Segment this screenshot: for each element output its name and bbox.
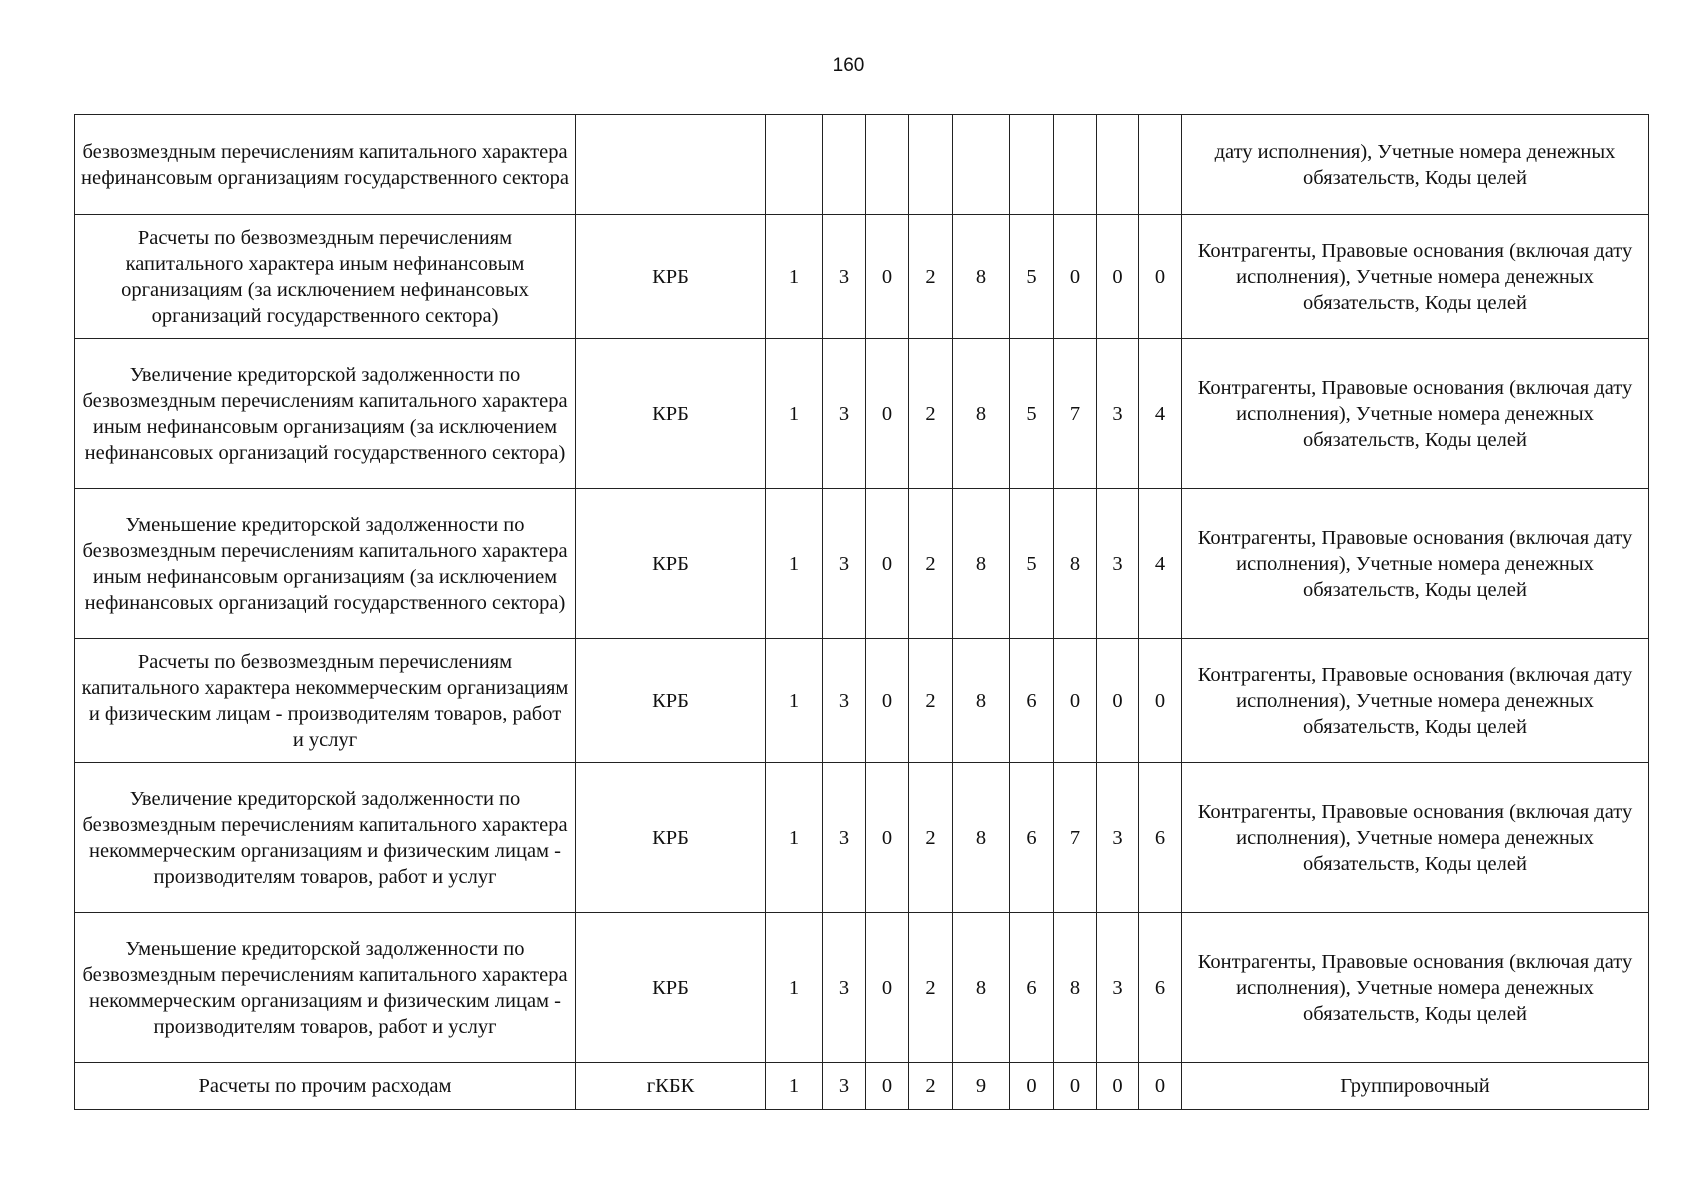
analytics-kind-cell: гКБК: [576, 1063, 766, 1110]
code-digit-cell: 0: [1139, 1063, 1182, 1110]
code-digit-cell: 0: [1054, 639, 1097, 763]
code-digit-cell: [953, 115, 1010, 215]
code-digit-cell: 8: [953, 339, 1010, 489]
code-digit-cell: 2: [909, 489, 953, 639]
analytics-cell: Контрагенты, Правовые основания (включая дату исполнения), Учетные номера денежных обязательств, Коды целей: [1182, 215, 1649, 339]
code-digit-cell: 4: [1139, 339, 1182, 489]
code-digit-cell: 3: [823, 763, 866, 913]
code-digit-cell: 8: [953, 489, 1010, 639]
table-row: [75, 115, 1649, 215]
code-digit-cell: 3: [823, 639, 866, 763]
code-digit-cell: 2: [909, 1063, 953, 1110]
account-name-cell: Уменьшение кредиторской задолженности по безвозмездным перечислениям капитального характера некоммерческим организациям и физическим лицам - производителям товаров, работ и услуг: [75, 913, 576, 1063]
table-row: [75, 913, 1649, 1063]
table-row: [75, 763, 1649, 913]
code-digit-cell: 1: [766, 763, 823, 913]
table-row: [75, 639, 1649, 763]
account-name-cell: Уменьшение кредиторской задолженности по безвозмездным перечислениям капитального характера иным нефинансовым организациям (за исключением нефинансовых организаций государственного сектора): [75, 489, 576, 639]
analytics-kind-cell: КРБ: [576, 339, 766, 489]
code-digit-cell: 3: [823, 339, 866, 489]
code-digit-cell: 3: [823, 215, 866, 339]
code-digit-cell: 0: [866, 763, 909, 913]
code-digit-cell: [1139, 115, 1182, 215]
code-digit-cell: 5: [1010, 339, 1054, 489]
code-digit-cell: 0: [1097, 215, 1139, 339]
code-digit-cell: 3: [823, 913, 866, 1063]
code-digit-cell: 2: [909, 215, 953, 339]
code-digit-cell: 3: [1097, 339, 1139, 489]
code-digit-cell: [1010, 115, 1054, 215]
code-digit-cell: 8: [1054, 913, 1097, 1063]
code-digit-cell: 1: [766, 339, 823, 489]
code-digit-cell: 0: [866, 215, 909, 339]
code-digit-cell: 6: [1010, 913, 1054, 1063]
analytics-kind-cell: КРБ: [576, 639, 766, 763]
code-digit-cell: 8: [1054, 489, 1097, 639]
analytics-cell: Контрагенты, Правовые основания (включая дату исполнения), Учетные номера денежных обязательств, Коды целей: [1182, 913, 1649, 1063]
code-digit-cell: 0: [866, 339, 909, 489]
account-name-cell: Расчеты по безвозмездным перечислениям капитального характера иным нефинансовым организациям (за исключением нефинансовых организаций государственного сектора): [75, 215, 576, 339]
code-digit-cell: [909, 115, 953, 215]
code-digit-cell: 8: [953, 913, 1010, 1063]
analytics-cell: Контрагенты, Правовые основания (включая дату исполнения), Учетные номера денежных обязательств, Коды целей: [1182, 639, 1649, 763]
accounts-table: [74, 114, 1649, 1110]
code-digit-cell: 0: [1054, 1063, 1097, 1110]
code-digit-cell: 1: [766, 639, 823, 763]
code-digit-cell: 0: [1139, 215, 1182, 339]
analytics-kind-cell: КРБ: [576, 489, 766, 639]
page-number: 160: [832, 55, 865, 76]
account-name-cell: Увеличение кредиторской задолженности по безвозмездным перечислениям капитального характера иным нефинансовым организациям (за исключением нефинансовых организаций государственного сектора): [75, 339, 576, 489]
code-digit-cell: 8: [953, 215, 1010, 339]
code-digit-cell: 6: [1139, 763, 1182, 913]
code-digit-cell: 5: [1010, 215, 1054, 339]
code-digit-cell: 3: [1097, 913, 1139, 1063]
code-digit-cell: 0: [866, 639, 909, 763]
code-digit-cell: [1054, 115, 1097, 215]
table-row: [75, 489, 1649, 639]
code-digit-cell: 1: [766, 913, 823, 1063]
code-digit-cell: 0: [866, 1063, 909, 1110]
code-digit-cell: 1: [766, 215, 823, 339]
code-digit-cell: 7: [1054, 763, 1097, 913]
code-digit-cell: 0: [1097, 639, 1139, 763]
table-row: [75, 339, 1649, 489]
account-name-cell: Увеличение кредиторской задолженности по безвозмездным перечислениям капитального характера некоммерческим организациям и физическим лицам - производителям товаров, работ и услуг: [75, 763, 576, 913]
code-digit-cell: 3: [1097, 763, 1139, 913]
code-digit-cell: 0: [1097, 1063, 1139, 1110]
code-digit-cell: 2: [909, 763, 953, 913]
code-digit-cell: 6: [1010, 639, 1054, 763]
code-digit-cell: 5: [1010, 489, 1054, 639]
code-digit-cell: 4: [1139, 489, 1182, 639]
analytics-kind-cell: КРБ: [576, 215, 766, 339]
code-digit-cell: 8: [953, 763, 1010, 913]
code-digit-cell: 6: [1139, 913, 1182, 1063]
account-name-cell: безвозмездным перечислениям капитального характера нефинансовым организациям государственного сектора: [75, 115, 576, 215]
account-name-cell: Расчеты по прочим расходам: [75, 1063, 576, 1110]
code-digit-cell: 0: [1010, 1063, 1054, 1110]
code-digit-cell: 1: [766, 489, 823, 639]
table-row: [75, 215, 1649, 339]
code-digit-cell: 0: [866, 489, 909, 639]
code-digit-cell: 2: [909, 913, 953, 1063]
code-digit-cell: 0: [866, 913, 909, 1063]
analytics-kind-cell: КРБ: [576, 763, 766, 913]
analytics-cell: Контрагенты, Правовые основания (включая дату исполнения), Учетные номера денежных обязательств, Коды целей: [1182, 489, 1649, 639]
code-digit-cell: 0: [1054, 215, 1097, 339]
analytics-cell: Контрагенты, Правовые основания (включая дату исполнения), Учетные номера денежных обязательств, Коды целей: [1182, 763, 1649, 913]
code-digit-cell: 2: [909, 339, 953, 489]
code-digit-cell: 6: [1010, 763, 1054, 913]
analytics-cell: дату исполнения), Учетные номера денежных обязательств, Коды целей: [1182, 115, 1649, 215]
code-digit-cell: [823, 115, 866, 215]
code-digit-cell: 2: [909, 639, 953, 763]
account-name-cell: Расчеты по безвозмездным перечислениям капитального характера некоммерческим организациям и физическим лицам - производителям товаров, работ и услуг: [75, 639, 576, 763]
code-digit-cell: 9: [953, 1063, 1010, 1110]
code-digit-cell: 0: [1139, 639, 1182, 763]
code-digit-cell: 3: [823, 1063, 866, 1110]
code-digit-cell: [766, 115, 823, 215]
analytics-cell: Группировочный: [1182, 1063, 1649, 1110]
code-digit-cell: 1: [766, 1063, 823, 1110]
code-digit-cell: 7: [1054, 339, 1097, 489]
analytics-kind-cell: [576, 115, 766, 215]
analytics-kind-cell: КРБ: [576, 913, 766, 1063]
code-digit-cell: 8: [953, 639, 1010, 763]
code-digit-cell: 3: [823, 489, 866, 639]
code-digit-cell: 3: [1097, 489, 1139, 639]
analytics-cell: Контрагенты, Правовые основания (включая дату исполнения), Учетные номера денежных обязательств, Коды целей: [1182, 339, 1649, 489]
code-digit-cell: [1097, 115, 1139, 215]
code-digit-cell: [866, 115, 909, 215]
table-row: [75, 1063, 1649, 1110]
